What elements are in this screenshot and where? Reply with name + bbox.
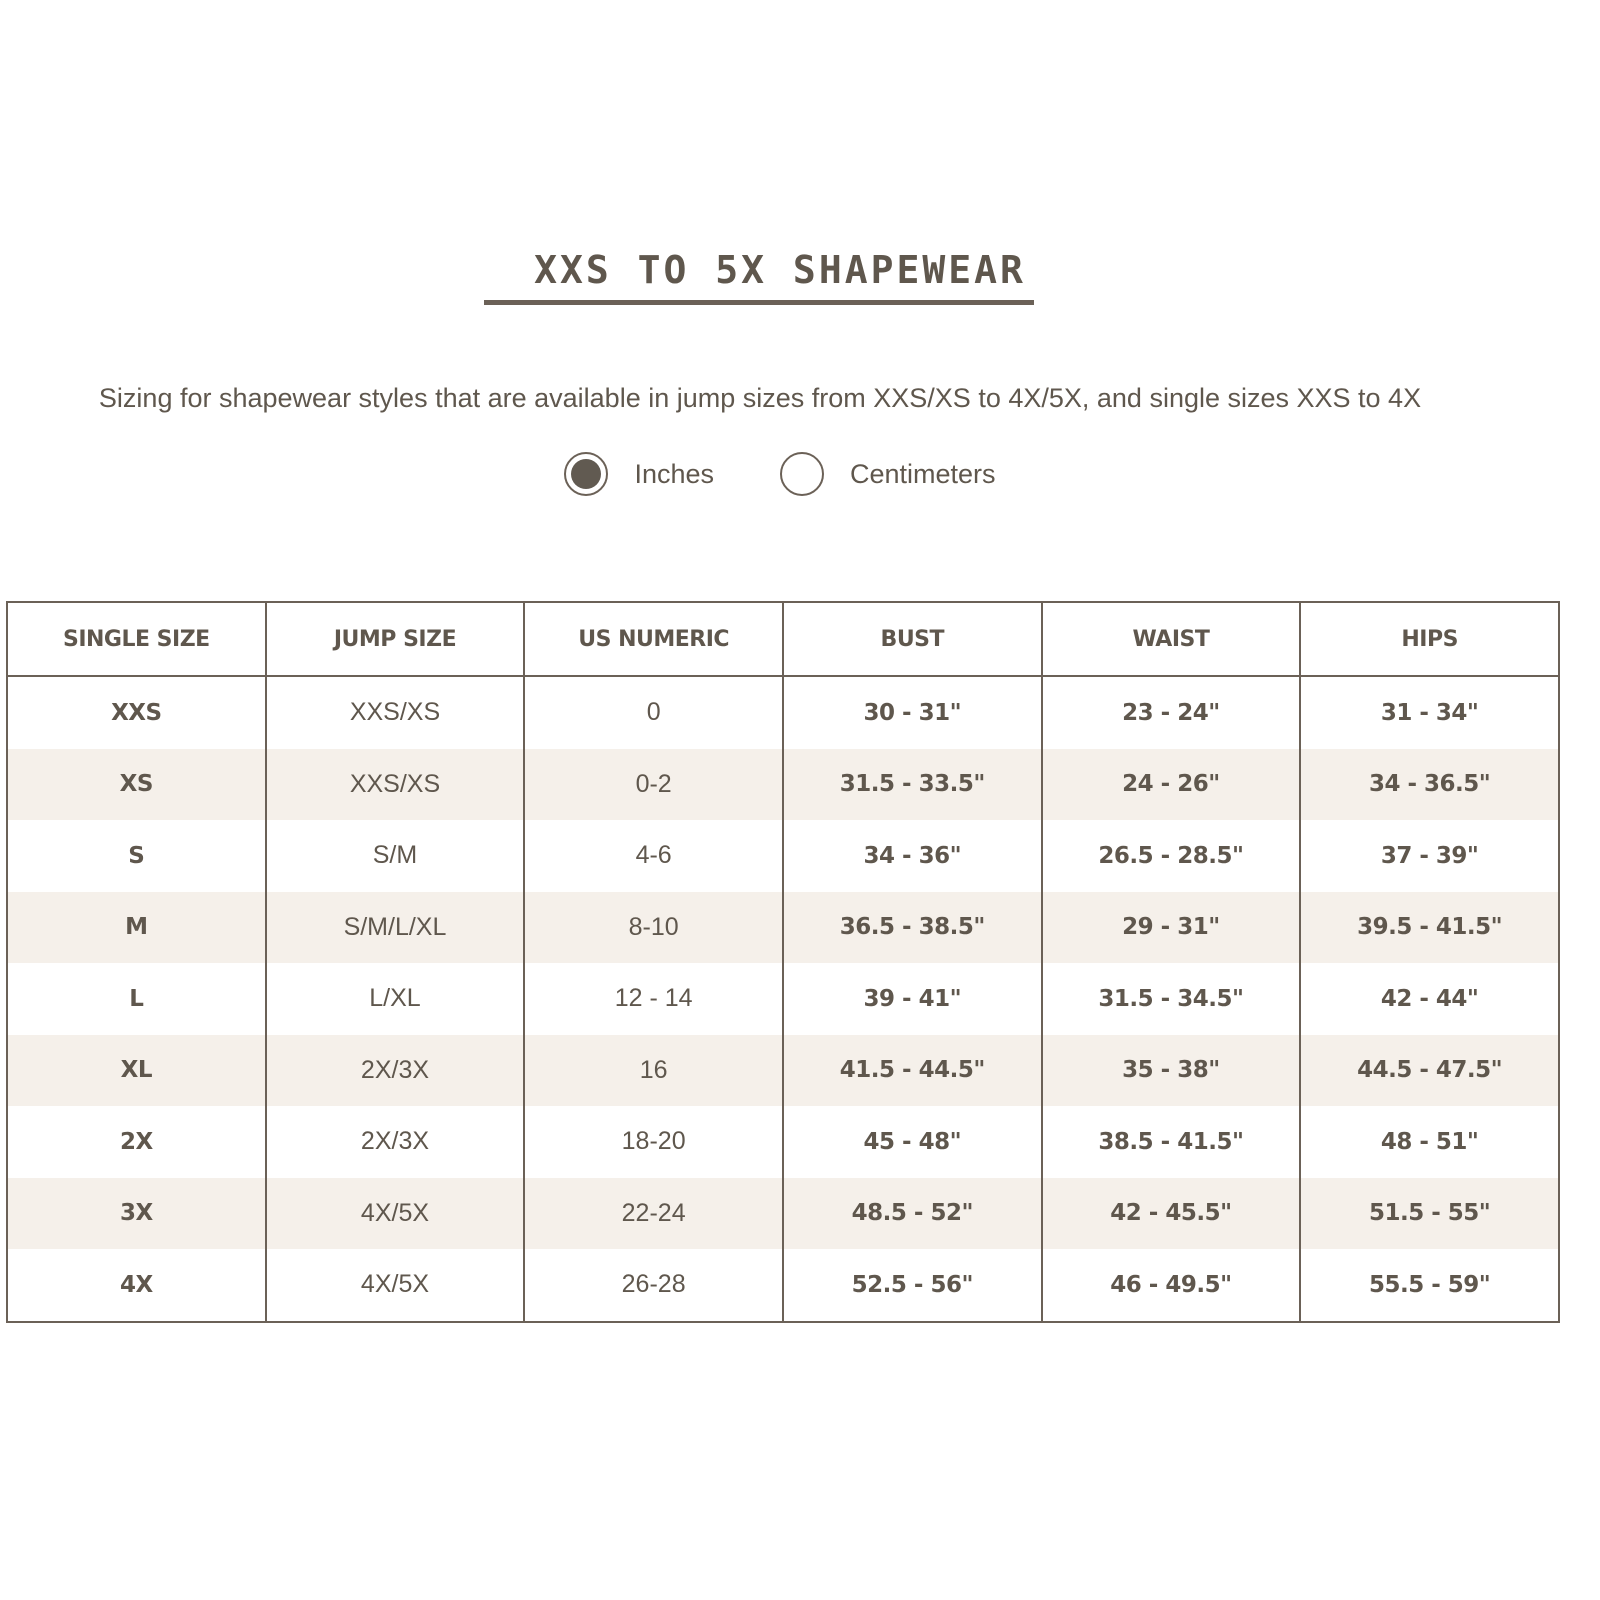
cell-bust: 52.5 - 56": [783, 1249, 1042, 1322]
cell-hips: 34 - 36.5": [1300, 749, 1559, 821]
cell-us-numeric: 22-24: [524, 1178, 783, 1250]
cell-waist: 31.5 - 34.5": [1042, 963, 1301, 1035]
cell-hips: 42 - 44": [1300, 963, 1559, 1035]
cell-us-numeric: 0: [524, 676, 783, 749]
cell-jump-size: S/M/L/XL: [266, 892, 525, 964]
inches-radio[interactable]: [564, 452, 608, 496]
cell-hips: 48 - 51": [1300, 1106, 1559, 1178]
unit-toggle: [0, 452, 1560, 496]
cell-single-size: XL: [120, 1057, 153, 1084]
cell-bust: 30 - 31": [783, 676, 1042, 749]
cell-single-size: XXS: [111, 699, 162, 726]
unit-option-inches[interactable]: [564, 452, 714, 496]
cell-waist: 26.5 - 28.5": [1042, 820, 1301, 892]
cell-hips: 37 - 39": [1300, 820, 1559, 892]
header-us-numeric: US NUMERIC: [524, 602, 783, 676]
size-chart-table: [6, 601, 1560, 1323]
cell-us-numeric: 26-28: [524, 1249, 783, 1322]
table-row: [7, 1178, 1559, 1250]
cell-us-numeric: 0-2: [524, 749, 783, 821]
cell-hips: 39.5 - 41.5": [1300, 892, 1559, 964]
cell-us-numeric: 12 - 14: [524, 963, 783, 1035]
cell-single-size: 4X: [119, 1271, 153, 1298]
cell-waist: 29 - 31": [1042, 892, 1301, 964]
table-row: [7, 963, 1559, 1035]
cell-hips: 51.5 - 55": [1300, 1178, 1559, 1250]
cell-bust: 34 - 36": [783, 820, 1042, 892]
cell-waist: 46 - 49.5": [1042, 1249, 1301, 1322]
inches-label[interactable]: Inches: [634, 458, 714, 489]
cell-waist: 38.5 - 41.5": [1042, 1106, 1301, 1178]
cell-bust: 39 - 41": [783, 963, 1042, 1035]
cell-us-numeric: 4-6: [524, 820, 783, 892]
cell-waist: 24 - 26": [1042, 749, 1301, 821]
cell-us-numeric: 18-20: [524, 1106, 783, 1178]
cell-us-numeric: 8-10: [524, 892, 783, 964]
header-hips: HIPS: [1300, 602, 1559, 676]
radio-selected-dot: [571, 459, 601, 489]
centimeters-label[interactable]: Centimeters: [850, 458, 996, 489]
centimeters-radio[interactable]: [780, 452, 824, 496]
header-waist: WAIST: [1042, 602, 1301, 676]
cell-us-numeric: 16: [524, 1035, 783, 1107]
cell-jump-size: XXS/XS: [266, 676, 525, 749]
title-divider: [484, 300, 1034, 305]
cell-hips: 31 - 34": [1300, 676, 1559, 749]
cell-jump-size: L/XL: [266, 963, 525, 1035]
table-header-row: [7, 602, 1559, 676]
cell-jump-size: 2X/3X: [266, 1035, 525, 1107]
table-row: [7, 1249, 1559, 1322]
cell-hips: 44.5 - 47.5": [1300, 1035, 1559, 1107]
header-jump-size: JUMP SIZE: [266, 602, 525, 676]
header-bust: BUST: [783, 602, 1042, 676]
page-title: XXS TO 5X SHAPEWEAR: [534, 248, 1026, 293]
cell-waist: 35 - 38": [1042, 1035, 1301, 1107]
unit-option-centimeters[interactable]: [780, 452, 996, 496]
cell-waist: 42 - 45.5": [1042, 1178, 1301, 1250]
table-body: [7, 676, 1559, 1322]
cell-bust: 45 - 48": [783, 1106, 1042, 1178]
cell-single-size: 2X: [119, 1128, 153, 1155]
table-row: [7, 749, 1559, 821]
table-row: [7, 892, 1559, 964]
cell-waist: 23 - 24": [1042, 676, 1301, 749]
cell-bust: 31.5 - 33.5": [783, 749, 1042, 821]
cell-jump-size: XXS/XS: [266, 749, 525, 821]
cell-single-size: XS: [119, 771, 153, 798]
table-row: [7, 676, 1559, 749]
cell-bust: 41.5 - 44.5": [783, 1035, 1042, 1107]
page-subtitle: Sizing for shapewear styles that are available in jump sizes from XXS/XS to 4X/5X, and single sizes XXS to 4X: [98, 383, 1422, 413]
cell-jump-size: S/M: [266, 820, 525, 892]
table-row: [7, 1035, 1559, 1107]
table-row: [7, 1106, 1559, 1178]
cell-jump-size: 4X/5X: [266, 1178, 525, 1250]
header-single-size: SINGLE SIZE: [7, 602, 266, 676]
cell-bust: 48.5 - 52": [783, 1178, 1042, 1250]
cell-single-size: M: [125, 914, 148, 941]
cell-bust: 36.5 - 38.5": [783, 892, 1042, 964]
cell-single-size: S: [128, 842, 145, 869]
cell-single-size: 3X: [119, 1200, 153, 1227]
cell-jump-size: 2X/3X: [266, 1106, 525, 1178]
cell-hips: 55.5 - 59": [1300, 1249, 1559, 1322]
table-row: [7, 820, 1559, 892]
cell-single-size: L: [129, 985, 144, 1012]
cell-jump-size: 4X/5X: [266, 1249, 525, 1322]
